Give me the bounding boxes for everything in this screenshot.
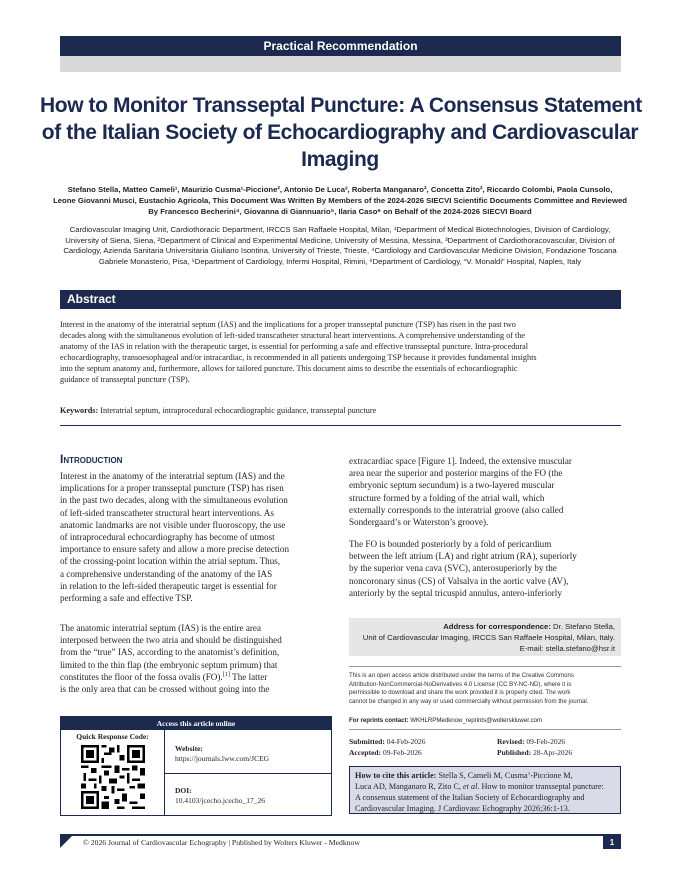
text-line: noncoronary sinus (CS) of Valsalva in the aortic valve (AV), bbox=[349, 575, 569, 586]
abstract-line: Interest in the anatomy of the interatrial septum (IAS) and the implications for a proper transseptal puncture (TSP) has risen in the past two bbox=[60, 320, 516, 329]
cite-text: . How to monitor transseptal puncture: bbox=[477, 782, 604, 791]
license-line: Attribution-NonCommercial-NoDerivatives 4.0 License (CC BY-NC-ND), where it is bbox=[349, 680, 572, 688]
website-link[interactable]: https://journals.lww.com/JCEG bbox=[175, 754, 270, 763]
keywords-label: Keywords: bbox=[60, 406, 99, 415]
author-line: Leone Giovanni Musci, Eustachio Agricola, This Document Was Written By Members of the 2024-2026 SIECVI Scientific Documents Committee and Reviewed bbox=[53, 196, 627, 205]
cite-label: How to cite this article: bbox=[355, 771, 437, 780]
doi-label: DOI: bbox=[175, 786, 192, 795]
abstract-line: into the septum anatomy and, furthermore, allows for tailored puncture. This document aims to describe the essentials of echocardiographic bbox=[60, 364, 518, 373]
access-box-header: Access this article online bbox=[61, 717, 331, 730]
text-line: in the past two decades, along with the simultaneous evolution bbox=[60, 495, 288, 506]
text-line: implications for a proper transseptal puncture (TSP) has risen bbox=[60, 483, 284, 494]
published-value: 28-Apr-2026 bbox=[531, 748, 573, 757]
access-info bbox=[165, 730, 331, 816]
text-line: The anatomic interatrial septum (IAS) is the entire area bbox=[60, 623, 261, 633]
text-line: of left-sided transcatheter structural heart interventions. As bbox=[60, 507, 274, 518]
text-line: area near the superior and posterior margins of the FO (the bbox=[349, 468, 563, 479]
text-line: Interest in the anatomy of the interatrial septum (IAS) and the bbox=[60, 471, 285, 481]
correspondence-address: Unit of Cardiovascular Imaging, IRCCS San Raffaele Hospital, Milan, Italy. bbox=[362, 633, 615, 642]
affiliations bbox=[40, 225, 640, 267]
text-line: performing a safe and effective TSP. bbox=[60, 593, 193, 604]
text-line: is the only area that can be crossed without going into the bbox=[60, 684, 270, 695]
text-line: between the left atrium (LA) and right atrium (RA), superiorly bbox=[349, 551, 577, 562]
reprints-rule bbox=[349, 729, 621, 730]
text-segment: The latter bbox=[230, 671, 268, 682]
text-line: interposed between the two atria and should be distinguished bbox=[60, 635, 282, 646]
doi-link[interactable]: 10.4103/jcecho.jcecho_17_26 bbox=[175, 796, 265, 805]
text-line: embryonic septum secundum) is a two-layered muscular bbox=[349, 480, 555, 491]
submitted-label: Submitted: bbox=[349, 737, 385, 746]
cite-etal: et al bbox=[463, 782, 478, 791]
text-line: anteriorly by the septal tricuspid annulus, antero-inferiorly bbox=[349, 587, 562, 598]
keywords bbox=[60, 405, 621, 416]
dates-row bbox=[349, 736, 621, 747]
text-line: extracardiac space [Figure 1]. Indeed, the extensive muscular bbox=[349, 456, 572, 466]
published-label: Published: bbox=[497, 748, 532, 757]
correspondence-name: Dr. Stefano Stella, bbox=[550, 622, 615, 631]
article-dates bbox=[349, 736, 621, 758]
accepted-label: Accepted: bbox=[349, 748, 382, 757]
article-type-banner: Practical Recommendation bbox=[60, 36, 621, 56]
title-line: of the Italian Society of Echocardiography and Cardiovascular bbox=[41, 121, 639, 144]
footer-corner bbox=[60, 836, 72, 848]
cite-line bbox=[355, 781, 615, 792]
correspondence-email[interactable]: E-mail: stella.stefano@hsr.it bbox=[519, 644, 615, 653]
abstract-rule bbox=[60, 425, 621, 426]
affiliation-line: University of Siena, Siena, ²Department of Clinical and Experimental Medicine, University of Messina, Messina, ³Department of Cardiothoracovascular, Division of bbox=[65, 235, 615, 245]
text-line: limited to the thin flap (the embryonic septum primum) that bbox=[60, 659, 278, 670]
qr-label: Quick Response Code: bbox=[76, 732, 149, 741]
cite-text: Stella S, Cameli M, Cusma’-Piccione M, bbox=[436, 771, 573, 780]
title-line: How to Monitor Transseptal Puncture: A Consensus Statement bbox=[40, 94, 642, 117]
cite-line: A consensus statement of the Italian Society of Echocardiography and bbox=[355, 793, 585, 802]
text-line: externally corresponds to the interatrial groove (also called bbox=[349, 504, 564, 515]
text-line: of intraprocedural echocardiography has become of utmost bbox=[60, 532, 275, 543]
abstract-line: decades along with the simultaneous evolution of left-sided transcatheter structural heart interventions. A comprehensive understanding of the bbox=[60, 331, 525, 340]
text-line: structure formed by a folding of the atrial wall, which bbox=[349, 492, 545, 503]
keywords-text: Interatrial septum, intraprocedural echocardiographic guidance, transseptal puncture bbox=[98, 406, 377, 415]
intro-paragraph-3 bbox=[349, 455, 621, 528]
page-number: 1 bbox=[603, 836, 621, 849]
reprints-email[interactable]: WKHLRPMedknow_reprints@wolterskluwer.com bbox=[408, 717, 543, 724]
page-footer bbox=[60, 834, 621, 847]
dates-row bbox=[349, 747, 621, 758]
published-date bbox=[497, 747, 572, 758]
revised-value: 09-Feb-2026 bbox=[524, 737, 566, 746]
text-line: The FO is bounded posteriorly by a fold of pericardium bbox=[349, 539, 552, 549]
website-label: Website: bbox=[175, 744, 203, 753]
cite-line: Cardiovascular Imaging. J Cardiovasc Echography 2026;36:1-13. bbox=[355, 804, 570, 813]
license-notice bbox=[349, 672, 621, 707]
correspondence-label: Address for correspondence: bbox=[443, 622, 551, 631]
abstract-line: anatomy of the IAS in relation with the therapeutic target, is essential for performing a safe and effective transseptal puncture. Intra-procedural bbox=[60, 342, 529, 351]
introduction-heading: Introduction bbox=[60, 452, 123, 466]
correspondence-line bbox=[349, 621, 615, 632]
intro-paragraph-4 bbox=[349, 538, 621, 599]
text-segment: constitutes the floor of the fossa ovalis (FO). bbox=[60, 671, 223, 682]
text-line bbox=[60, 671, 332, 683]
revised-label: Revised: bbox=[497, 737, 525, 746]
reference-link[interactable]: [1] bbox=[222, 670, 231, 678]
banner-strip bbox=[60, 56, 621, 72]
text-line: of the crossing-point location within the atrial septum. Thus, bbox=[60, 556, 281, 567]
author-line: Stefano Stella, Matteo Cameli¹, Maurizio Cusma¹-Piccione², Antonio De Luca³, Roberta Manganaro², Concetta Zito², Riccardo Colombi, Paola Cunsolo, bbox=[67, 185, 613, 194]
qr-cell bbox=[61, 730, 165, 816]
abstract-heading-bar bbox=[60, 290, 621, 309]
abstract-line: echocardiography, transoesophageal and/or intracardiac, is recommended in all patients undergoing TSP because it provides fundamental insights bbox=[60, 353, 537, 362]
access-divider bbox=[165, 773, 331, 774]
intro-paragraph-1 bbox=[60, 470, 332, 604]
submitted-date bbox=[349, 737, 425, 746]
author-list bbox=[40, 184, 640, 217]
abstract-body bbox=[60, 319, 621, 385]
license-rule bbox=[349, 666, 621, 667]
qr-code-icon[interactable] bbox=[81, 745, 145, 809]
affiliation-line: Gabriele Monasterio, Pisa, ⁵Department of Cardiology, Infermi Hospital, Rimini, ⁶Department of Cardiology, “V. Monaldi” Hospital, Naples, Italy bbox=[98, 256, 582, 266]
article-title bbox=[40, 92, 640, 173]
author-line: By Francesco Becherini⁴, Giovanna di Giannuario⁵, Ilaria Caso⁶ on Behalf of the 2024-2026 SIECVI Board bbox=[148, 207, 532, 216]
license-line: This is an open access article distributed under the terms of the Creative Commons bbox=[349, 672, 574, 679]
intro-paragraph-2 bbox=[60, 622, 332, 695]
text-line: a comprehensive understanding of the anatomy of the IAS bbox=[60, 568, 273, 579]
text-line: Sondergaard’s or Waterston’s groove). bbox=[349, 517, 489, 528]
access-article-box bbox=[60, 716, 332, 816]
text-line: by the superior vena cava (SVC), anterosuperiorly by the bbox=[349, 563, 557, 574]
submitted-value: 04-Feb-2026 bbox=[384, 737, 426, 746]
accepted-value: 09-Feb-2026 bbox=[381, 748, 422, 757]
reprints-label: For reprints contact: bbox=[349, 717, 409, 724]
title-line: Imaging bbox=[301, 148, 379, 171]
footer-text: © 2026 Journal of Cardiovascular Echography | Published by Wolters Kluwer - Medknow bbox=[83, 838, 360, 847]
license-line: cannot be changed in any way or used commercially without permission from the journal. bbox=[349, 698, 589, 706]
correspondence-box bbox=[349, 618, 621, 656]
affiliation-line: Cardiovascular Imaging Unit, Cardiothoracic Department, IRCCS San Raffaele Hospital, Milan, ¹Department of Medical Biotechnologies, Division of Cardiology, bbox=[69, 225, 611, 234]
text-line: from the “true” IAS, according to the anatomist’s definition, bbox=[60, 647, 280, 658]
abstract-line: guidance of transseptal puncture (TSP). bbox=[60, 375, 190, 384]
cite-text: Luca AD, Manganaro R, Zito C, bbox=[355, 782, 464, 791]
text-line: importance to ensure safety and allow a more precise detection bbox=[60, 544, 290, 555]
doi-cell bbox=[175, 786, 265, 806]
license-line: permissible to download and share the work provided it is properly cited. The work bbox=[349, 689, 571, 697]
how-to-cite-box bbox=[349, 766, 621, 814]
text-line: anatomic landmarks are not visible under fluoroscopy, the use bbox=[60, 519, 286, 530]
abstract-heading: Abstract bbox=[60, 290, 621, 309]
text-line: in relation to the left-sided therapeutic target is essential for bbox=[60, 580, 277, 591]
revised-date bbox=[497, 736, 565, 747]
reprints-contact bbox=[349, 717, 621, 724]
affiliation-line: Cardiology, Azienda Sanitaria Universitaria Giuliano Isontina, University of Trieste, Trieste, ⁴Cardiology and Cardiovascular Medicine Division, Fondazione Toscana bbox=[63, 246, 617, 255]
accepted-date bbox=[349, 748, 422, 757]
cite-line bbox=[355, 770, 615, 781]
website-cell bbox=[175, 744, 269, 764]
